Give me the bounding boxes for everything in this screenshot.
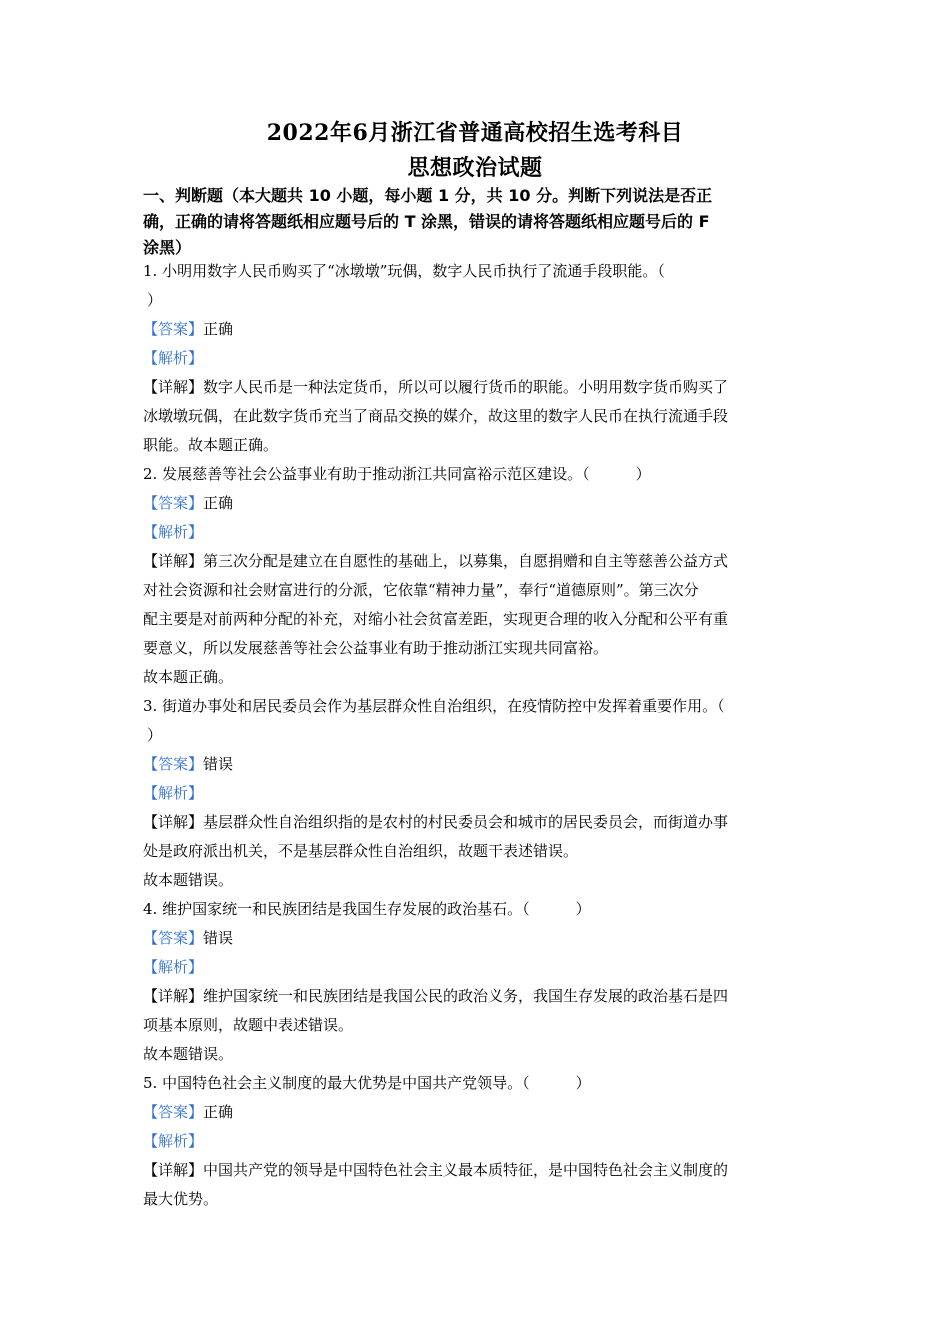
question-3-stem-cont: ） (147, 726, 163, 744)
question-2-detail-line-3: 配主要是对前两种分配的补充，对缩小社会贫富差距，实现更合理的收入分配和公平有重 (143, 610, 729, 628)
question-1-analysis (143, 344, 808, 373)
answer-value: 错误 (203, 929, 234, 947)
question-3-answer (143, 750, 808, 779)
section-heading-line-2: 确，正确的请将答题纸相应题号后的 T 涂黑，错误的请将答题纸相应题号后的 F (143, 212, 710, 231)
answer-label: 【答案】 (143, 929, 204, 947)
question-4-stem: 4. 维护国家统一和民族团结是我国生存发展的政治基石。（ ） (143, 900, 591, 918)
question-4-detail-line-1: 【详解】维护国家统一和民族团结是我国公民的政治义务，我国生存发展的政治基石是四 (143, 987, 729, 1005)
question-2-answer (143, 489, 808, 518)
question-4-conclusion: 故本题错误。 (143, 1045, 234, 1063)
question-5-detail-line-2: 最大优势。 (143, 1190, 219, 1208)
analysis-label: 【解析】 (143, 784, 204, 802)
detail-label: 【详解】 (143, 552, 204, 570)
question-5-stem: 5. 中国特色社会主义制度的最大优势是中国共产党领导。（ ） (143, 1074, 591, 1092)
question-5-analysis (143, 1127, 808, 1156)
page-subtitle: 思想政治试题 (407, 155, 543, 181)
question-3-detail-line-2: 处是政府派出机关，不是基层群众性自治组织，故题干表述错误。 (143, 842, 579, 860)
question-2-analysis (143, 518, 808, 547)
answer-label: 【答案】 (143, 1103, 204, 1121)
question-1-detail-line-1: 【详解】数字人民币是一种法定货币，所以可以履行货币的职能。小明用数字货币购买了 (143, 378, 729, 396)
page-title: 2022年6月浙江省普通高校招生选考科目 (266, 120, 684, 146)
analysis-label: 【解析】 (143, 958, 204, 976)
question-2-conclusion: 故本题正确。 (143, 668, 234, 686)
question-5-detail-line-1: 【详解】中国共产党的领导是中国特色社会主义最本质特征，是中国特色社会主义制度的 (143, 1161, 729, 1179)
detail-label: 【详解】 (143, 1161, 204, 1179)
answer-value: 正确 (203, 1103, 234, 1121)
question-3-analysis (143, 779, 808, 808)
question-4-answer (143, 924, 808, 953)
answer-value: 错误 (203, 755, 234, 773)
question-3-detail-line-1: 【详解】基层群众性自治组织指的是农村的村民委员会和城市的居民委员会，而街道办事 (143, 813, 729, 831)
question-3-stem: 3. 街道办事处和居民委员会作为基层群众性自治组织，在疫情防控中发挥着重要作用。（ (143, 697, 725, 715)
question-4-analysis (143, 953, 808, 982)
answer-value: 正确 (203, 494, 234, 512)
question-3-conclusion: 故本题错误。 (143, 871, 234, 889)
question-2-detail-line-2: 对社会资源和社会财富进行的分派，它依靠“精神力量”，奉行“道德原则”。第三次分 (143, 581, 699, 599)
question-1-stem-cont: ） (147, 291, 163, 309)
question-4-detail-line-2: 项基本原则，故题中表述错误。 (143, 1016, 354, 1034)
answer-value: 正确 (203, 320, 234, 338)
question-1-detail-line-2: 冰墩墩玩偶，在此数字货币充当了商品交换的媒介，故这里的数字人民币在执行流通手段 (143, 407, 729, 425)
section-heading-line-3: 涂黑） (143, 238, 192, 257)
question-2-detail-line-4: 要意义，所以发展慈善等社会公益事业有助于推动浙江实现共同富裕。 (143, 639, 609, 657)
question-1-detail-line-3: 职能。故本题正确。 (143, 436, 279, 454)
detail-label: 【详解】 (143, 987, 204, 1005)
question-5-answer (143, 1098, 808, 1127)
analysis-label: 【解析】 (143, 1132, 204, 1150)
question-1-answer (143, 315, 808, 344)
answer-label: 【答案】 (143, 320, 204, 338)
answer-label: 【答案】 (143, 755, 204, 773)
question-2-stem: 2. 发展慈善等社会公益事业有助于推动浙江共同富裕示范区建设。（ ） (143, 465, 651, 483)
question-2-detail-line-1: 【详解】第三次分配是建立在自愿性的基础上，以募集，自愿捐赠和自主等慈善公益方式 (143, 552, 729, 570)
detail-label: 【详解】 (143, 813, 204, 831)
question-1-stem: 1. 小明用数字人民币购买了“冰墩墩”玩偶，数字人民币执行了流通手段职能。（ (143, 262, 665, 280)
detail-label: 【详解】 (143, 378, 204, 396)
answer-label: 【答案】 (143, 494, 204, 512)
section-heading-line-1: 一、判断题（本大题共 10 小题，每小题 1 分，共 10 分。判断下列说法是否正 (143, 186, 713, 205)
analysis-label: 【解析】 (143, 523, 204, 541)
analysis-label: 【解析】 (143, 349, 204, 367)
